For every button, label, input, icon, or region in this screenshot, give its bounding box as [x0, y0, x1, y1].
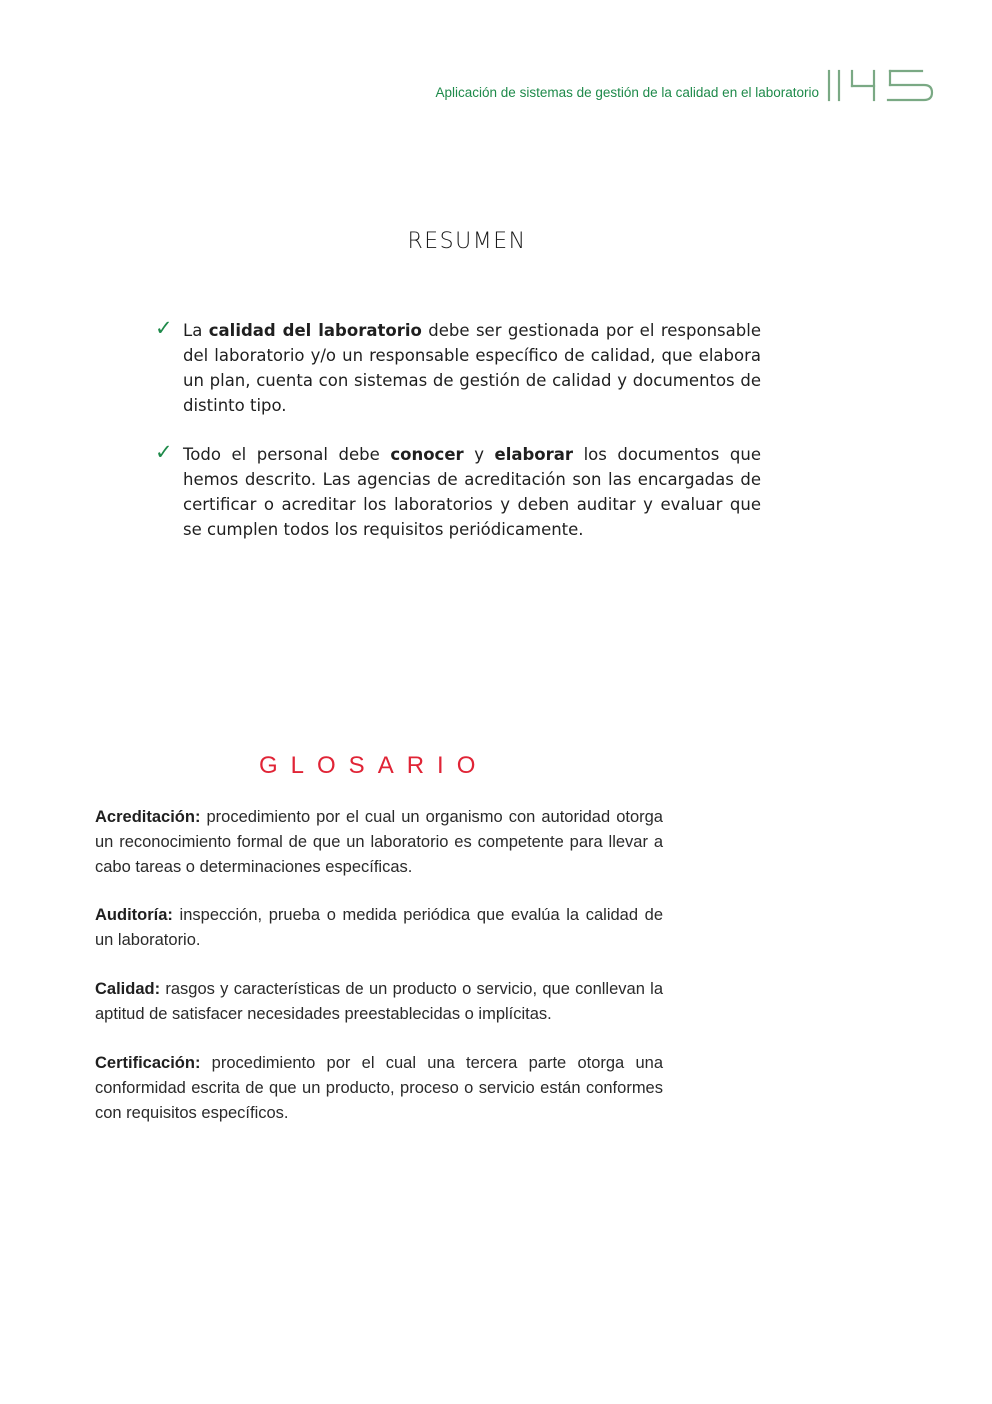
bullet-text-run: y	[463, 445, 495, 464]
glossary-definition: procedimiento por el cual una tercera parte otorga una conformidad escrita de que un producto, proceso o servicio están conformes con requisitos específicos.	[95, 1054, 663, 1122]
glossary-term: Calidad:	[95, 980, 161, 998]
resumen-bullet	[155, 442, 761, 542]
bullet-text-run: Todo el personal debe	[183, 445, 391, 464]
glossary-definition: procedimiento por el cual un organismo con autoridad otorga un reconocimiento formal de que un laboratorio es competente para llevar a cabo tareas o determinaciones específicas.	[95, 808, 663, 876]
page-number	[826, 68, 938, 102]
bullet-text-bold: conocer	[390, 445, 464, 464]
running-header-title: Aplicación de sistemas de gestión de la calidad en el laboratorio	[435, 85, 819, 100]
checkmark-icon: ✓	[155, 316, 173, 340]
running-header	[436, 68, 938, 102]
bullet-text-bold: elaborar	[494, 445, 574, 464]
glosario-title: GLOSARIO	[259, 752, 489, 779]
glossary-term: Auditoría:	[95, 906, 173, 924]
bullet-text	[183, 442, 761, 542]
bullet-text-run: los documentos que hemos descrito. Las agencias de acreditación son las encargadas de certificar o acreditar los laboratorios y deben auditar y evaluar que se cumplen todos los requisitos periódicamente.	[183, 445, 761, 539]
glossary-definition: rasgos y características de un producto o servicio, que conllevan la aptitud de satisfacer necesidades preestablecidas o implícitas.	[95, 980, 663, 1023]
bullet-text-run: debe ser gestionada por el responsable del laboratorio y/o un responsable específico de calidad, que elabora un plan, cuenta con sistemas de gestión de calidad y documentos de distinto tipo.	[183, 321, 761, 415]
glossary-entry	[95, 1051, 663, 1126]
glossary-entry	[95, 977, 663, 1027]
bullet-text-run: La	[183, 321, 209, 340]
glossary-term: Acreditación:	[95, 808, 201, 826]
glossary-entry	[95, 903, 663, 953]
bullet-text-bold: calidad del laboratorio	[208, 321, 422, 340]
glossary-entry	[95, 805, 663, 880]
checkmark-icon: ✓	[155, 440, 173, 464]
bullet-text	[183, 318, 761, 418]
glossary-definition: inspección, prueba o medida periódica que evalúa la calidad de un laboratorio.	[95, 906, 663, 949]
resumen-title: RESUMEN	[407, 229, 527, 254]
glossary-term: Certificación:	[95, 1054, 201, 1072]
resumen-bullet	[155, 318, 761, 418]
